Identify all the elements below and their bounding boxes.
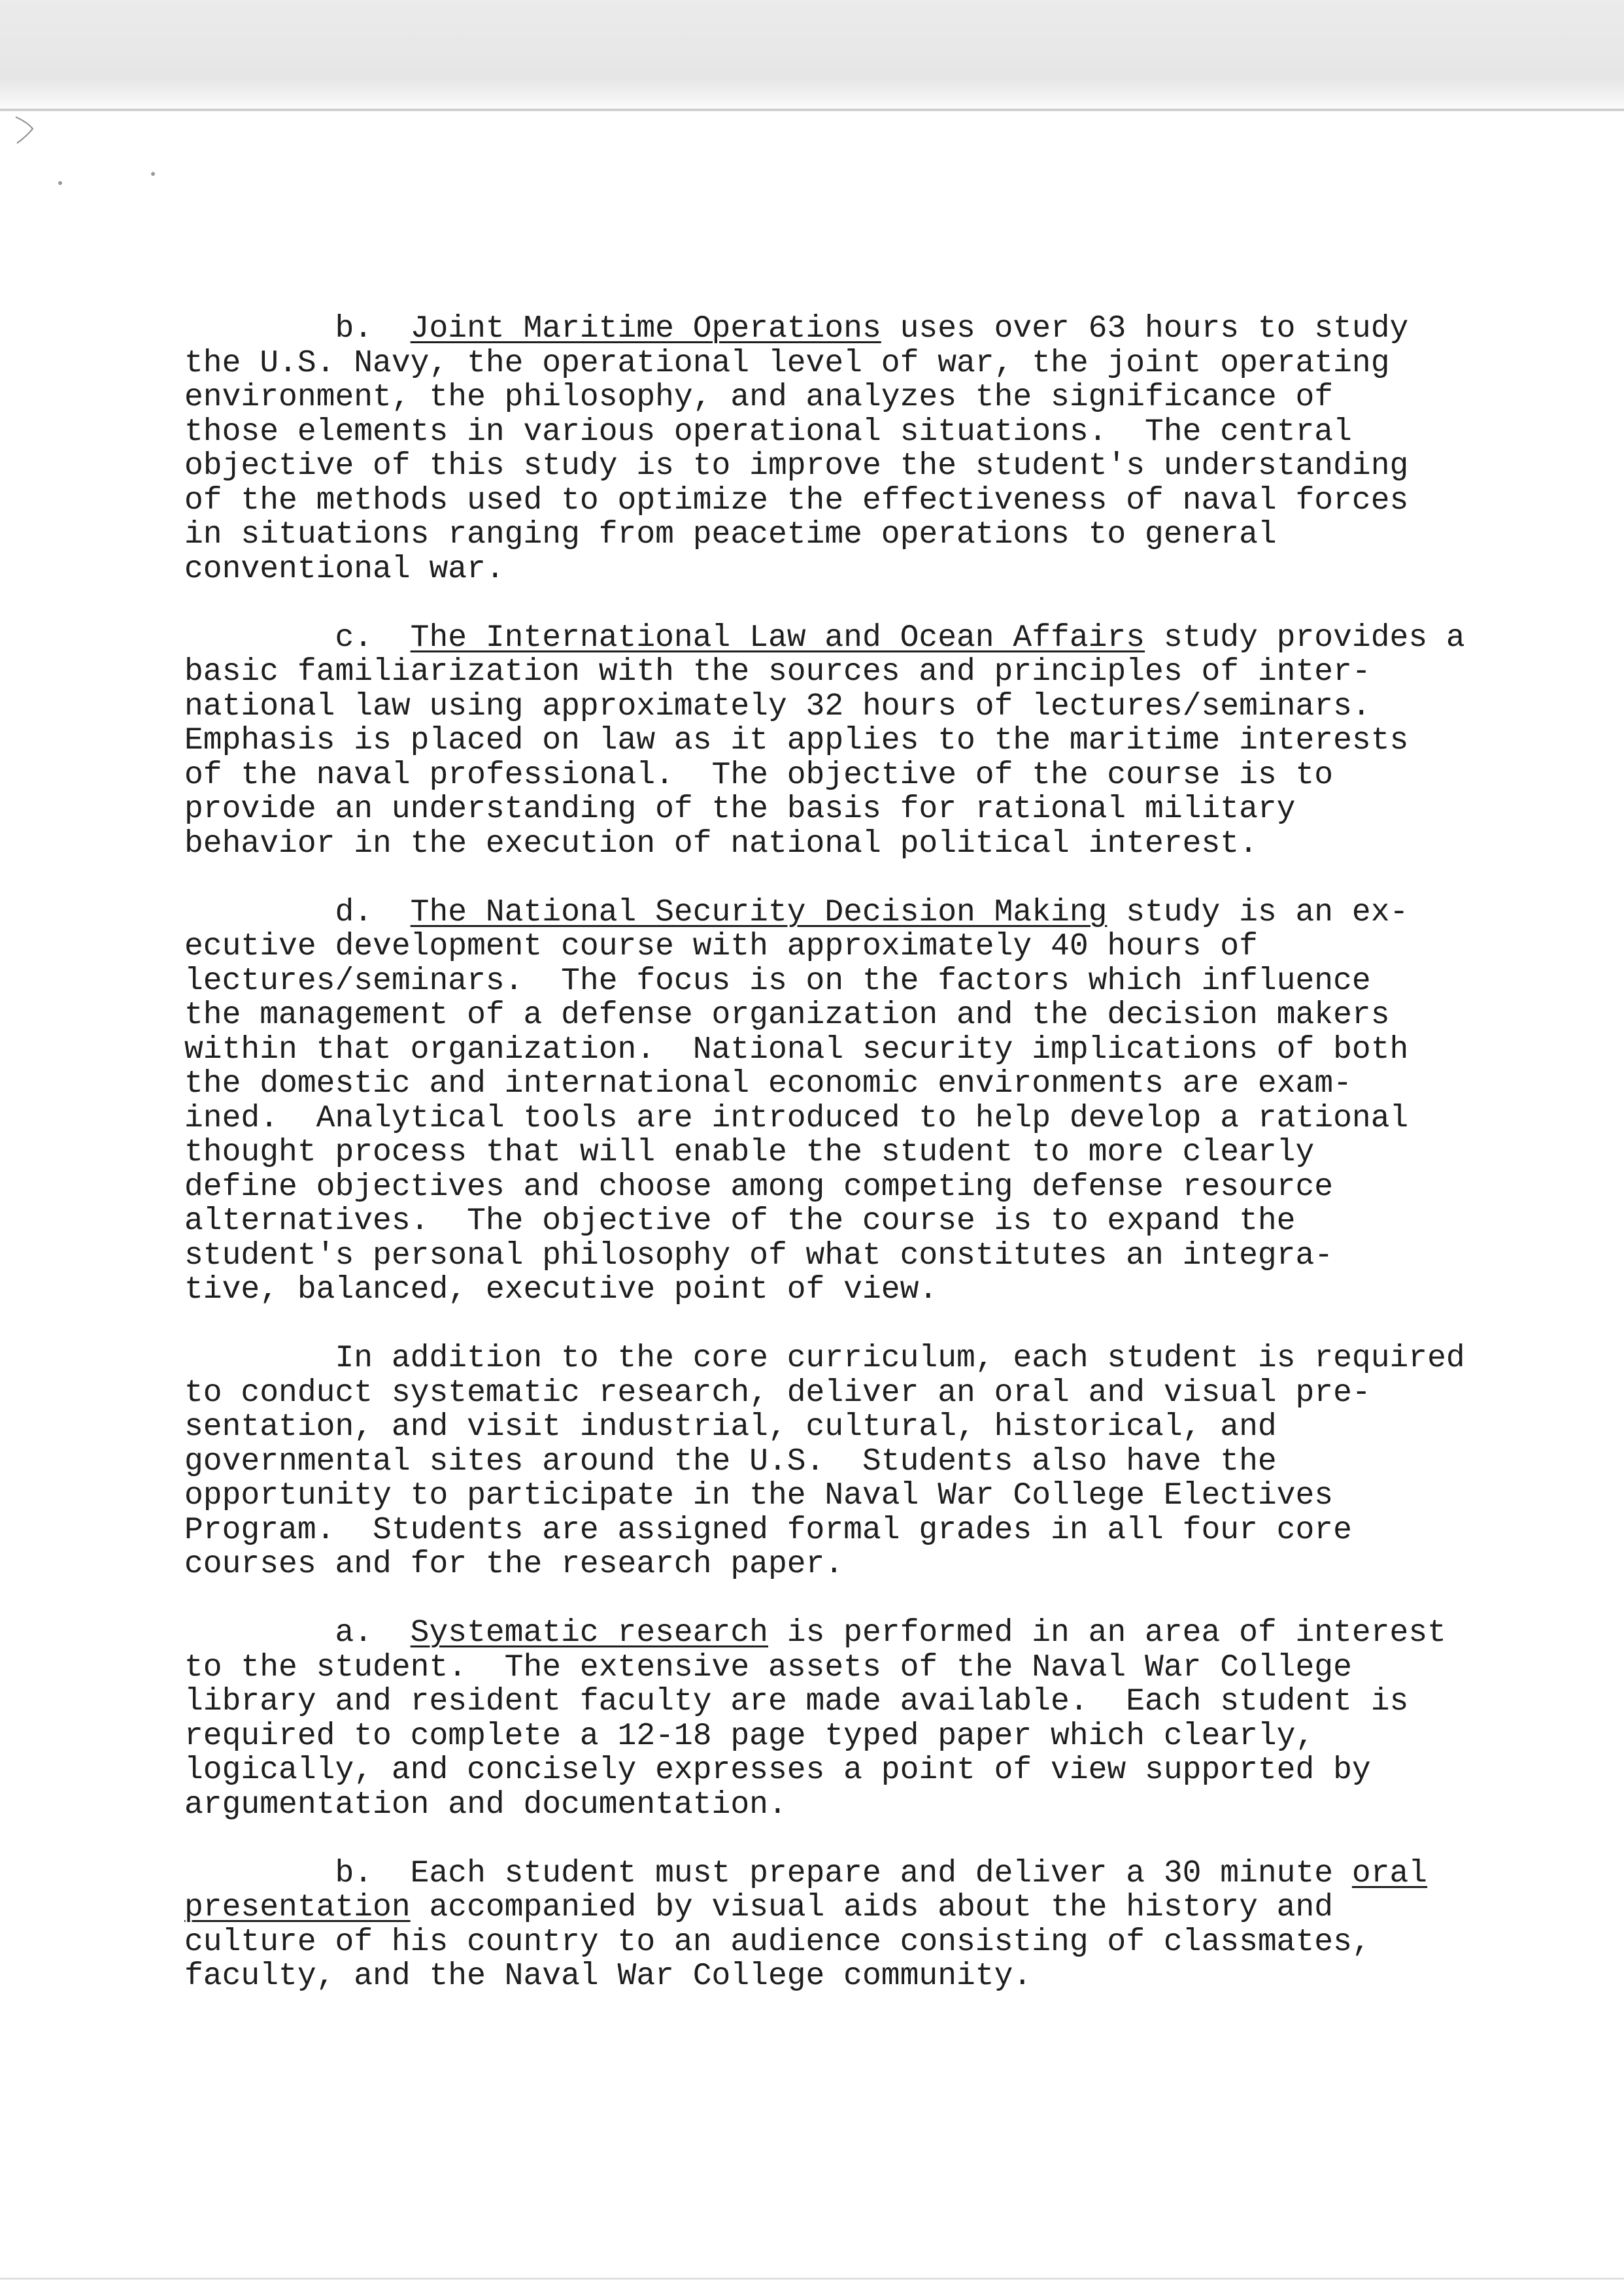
text-run: study is an ex-: [1107, 894, 1409, 930]
scan-bottom-edge: [0, 2278, 1624, 2280]
text-run: library and resident faculty are made available. Each student is: [184, 1684, 1409, 1719]
text-run: national law using approximately 32 hours of lectures/seminars.: [184, 688, 1371, 724]
underlined-title: Systematic research: [410, 1615, 768, 1651]
text-run: a.: [184, 1615, 411, 1651]
text-line: [184, 312, 1492, 346]
text-line: [184, 346, 1492, 381]
text-run: ecutive development course with approximately 40 hours of: [184, 929, 1258, 964]
underlined-title: presentation: [184, 1890, 411, 1925]
paragraph-systematic-research: [184, 1616, 1492, 1822]
text-line: [184, 1788, 1492, 1823]
underlined-title: The International Law and Ocean Affairs: [410, 620, 1145, 656]
text-run: the domestic and international economic environments are exam-: [184, 1066, 1352, 1102]
text-run: student's personal philosophy of what constitutes an integra-: [184, 1238, 1334, 1274]
text-run: In addition to the core curriculum, each student is required: [184, 1341, 1465, 1376]
text-run: is performed in an area of interest: [768, 1615, 1446, 1651]
text-run: the management of a defense organization and the decision makers: [184, 998, 1390, 1033]
text-line: [184, 1959, 1492, 1994]
text-line: [184, 415, 1492, 450]
text-line: [184, 552, 1492, 587]
text-line: [184, 1651, 1492, 1685]
text-run: argumentation and documentation.: [184, 1787, 787, 1823]
text-line: [184, 758, 1492, 793]
text-run: lectures/seminars. The focus is on the factors which influence: [184, 963, 1371, 999]
underlined-title: Joint Maritime Operations: [410, 311, 881, 346]
text-line: [184, 964, 1492, 999]
text-run: study provides a: [1145, 620, 1465, 656]
text-run: sentation, and visit industrial, cultural, historical, and: [184, 1409, 1277, 1445]
text-run: faculty, and the Naval War College community.: [184, 1959, 1032, 1994]
paragraph-oral-presentation: [184, 1857, 1492, 1994]
text-run: to conduct systematic research, deliver an oral and visual pre-: [184, 1375, 1371, 1411]
text-line: [184, 896, 1492, 930]
underlined-title: oral: [1351, 1855, 1428, 1891]
text-run: accompanied by visual aids about the history and: [410, 1890, 1334, 1925]
text-run: to the student. The extensive assets of the Naval War College: [184, 1649, 1352, 1685]
text-line: [184, 621, 1492, 656]
text-line: [184, 1376, 1492, 1411]
paragraph-national-security-decision-making: [184, 896, 1492, 1307]
text-line: [184, 724, 1492, 758]
text-line: [184, 1341, 1492, 1376]
text-run: uses over 63 hours to study: [881, 311, 1409, 346]
text-line: [184, 792, 1492, 827]
text-run: b.: [184, 311, 411, 346]
text-line: [184, 655, 1492, 690]
paragraph-international-law-ocean-affairs: [184, 621, 1492, 862]
text-run: provide an understanding of the basis for rational military: [184, 792, 1296, 827]
paragraph-joint-maritime-operations: [184, 312, 1492, 586]
paragraph-core-curriculum-intro: [184, 1341, 1492, 1582]
underlined-title: The National Security Decision Making: [410, 894, 1108, 930]
text-line: [184, 1685, 1492, 1719]
text-line: [184, 1239, 1492, 1274]
text-run: d.: [184, 894, 411, 930]
text-run: the U.S. Navy, the operational level of war, the joint operating: [184, 345, 1390, 381]
text-run: those elements in various operational situations. The central: [184, 414, 1352, 450]
text-line: [184, 1136, 1492, 1170]
text-line: [184, 1891, 1492, 1925]
text-run: of the methods used to optimize the effectiveness of naval forces: [184, 482, 1409, 518]
text-run: c.: [184, 620, 411, 656]
text-run: Program. Students are assigned formal grades in all four core: [184, 1512, 1352, 1548]
text-line: [184, 1616, 1492, 1651]
text-run: thought process that will enable the student to more clearly: [184, 1135, 1315, 1170]
text-line: [184, 1033, 1492, 1068]
text-line: [184, 1204, 1492, 1239]
scan-top-edge: [0, 109, 1624, 111]
text-run: Emphasis is placed on law as it applies to the maritime interests: [184, 723, 1409, 758]
text-line: [184, 1547, 1492, 1582]
text-line: [184, 1170, 1492, 1205]
text-line: [184, 1445, 1492, 1479]
text-run: required to complete a 12-18 page typed paper which clearly,: [184, 1718, 1315, 1754]
text-run: objective of this study is to improve the student's understanding: [184, 448, 1409, 484]
text-run: in situations ranging from peacetime operations to general: [184, 517, 1277, 552]
text-run: culture of his country to an audience consisting of classmates,: [184, 1924, 1371, 1960]
text-line: [184, 1857, 1492, 1891]
scan-speck-marks: [55, 169, 160, 188]
text-line: [184, 449, 1492, 484]
scan-corner-mark: [13, 114, 35, 146]
text-run: logically, and concisely expresses a point of view supported by: [184, 1753, 1371, 1788]
text-line: [184, 1102, 1492, 1136]
text-line: [184, 690, 1492, 724]
text-run: b. Each student must prepare and deliver a 30 minute: [184, 1855, 1352, 1891]
text-run: within that organization. National security implications of both: [184, 1032, 1409, 1068]
text-run: conventional war.: [184, 551, 505, 587]
text-run: tive, balanced, executive point of view.: [184, 1272, 938, 1307]
document-body: [184, 312, 1492, 2028]
text-run: alternatives. The objective of the course is to expand the: [184, 1204, 1296, 1239]
text-line: [184, 1925, 1492, 1960]
text-run: define objectives and choose among competing defense resource: [184, 1169, 1334, 1205]
text-run: environment, the philosophy, and analyzes the significance of: [184, 380, 1334, 415]
text-line: [184, 827, 1492, 862]
text-line: [184, 1273, 1492, 1307]
scan-top-shadow: [0, 0, 1624, 111]
text-run: of the naval professional. The objective of the course is to: [184, 757, 1334, 793]
text-line: [184, 1513, 1492, 1548]
text-run: behavior in the execution of national political interest.: [184, 826, 1258, 862]
text-line: [184, 1753, 1492, 1788]
text-line: [184, 380, 1492, 415]
text-line: [184, 998, 1492, 1033]
text-run: governmental sites around the U.S. Students also have the: [184, 1443, 1277, 1479]
text-line: [184, 518, 1492, 552]
text-run: courses and for the research paper.: [184, 1547, 844, 1582]
text-line: [184, 1067, 1492, 1102]
text-run: ined. Analytical tools are introduced to help develop a rational: [184, 1100, 1409, 1136]
text-line: [184, 1719, 1492, 1754]
text-line: [184, 484, 1492, 518]
text-run: basic familiarization with the sources and principles of inter-: [184, 654, 1371, 690]
text-line: [184, 930, 1492, 964]
text-line: [184, 1410, 1492, 1445]
text-line: [184, 1479, 1492, 1513]
text-run: opportunity to participate in the Naval War College Electives: [184, 1478, 1334, 1513]
